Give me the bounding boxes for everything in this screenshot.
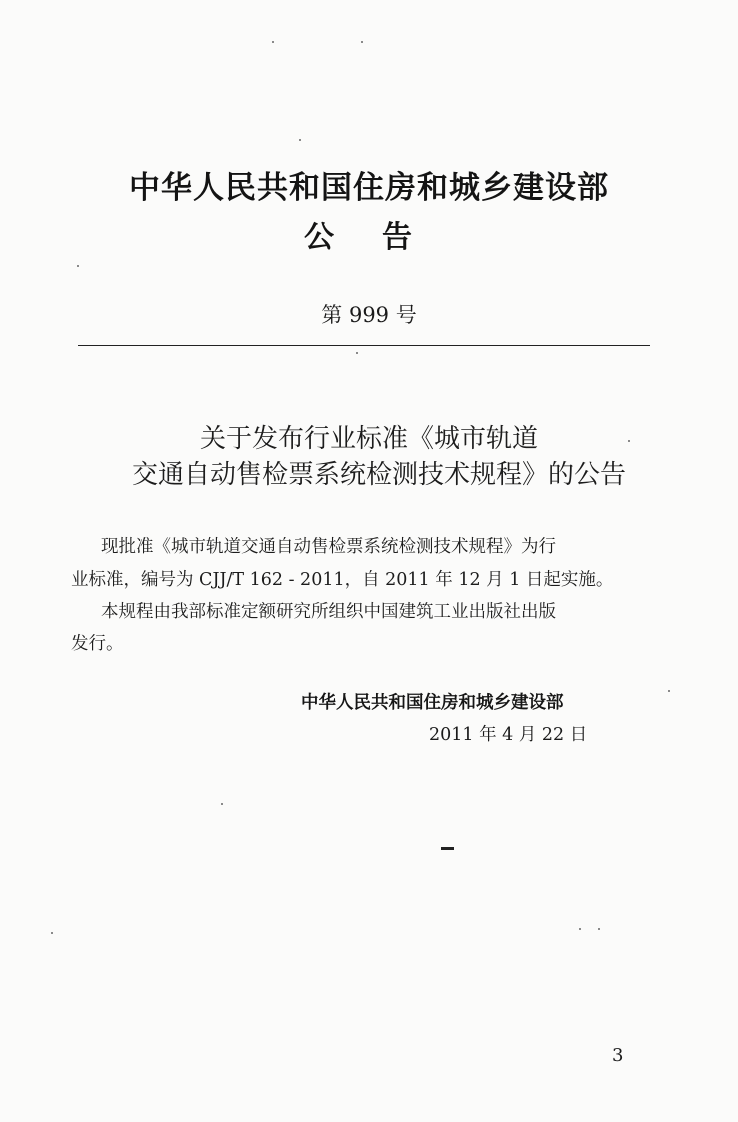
dash-mark	[441, 847, 454, 850]
header-divider	[78, 345, 650, 346]
signature-date: 2011 年 4 月 22 日	[429, 725, 588, 745]
signature-organization: 中华人民共和国住房和城乡建设部	[301, 693, 564, 713]
body-paragraph-2-line-1: 本规程由我部标准定额研究所组织中国建筑工业出版社出版	[101, 602, 556, 622]
document-number: 第 999 号	[321, 303, 417, 327]
subject-title-line-1: 关于发布行业标准《城市轨道	[199, 424, 538, 454]
body-paragraph-1-line-2: 业标准，编号为 CJJ/T 162 - 2011，自 2011 年 12 月 1 日起实施。	[71, 570, 614, 590]
body-paragraph-2-line-2: 发行。	[71, 634, 124, 654]
subject-title-line-2: 交通自动售检票系统检测技术规程》的公告	[131, 460, 626, 490]
ministry-title: 中华人民共和国住房和城乡建设部	[129, 170, 609, 206]
announcement-heading: 公告	[304, 220, 460, 255]
page-number: 3	[612, 1045, 624, 1066]
body-paragraph-1-line-1: 现批准《城市轨道交通自动售检票系统检测技术规程》为行	[101, 537, 556, 557]
